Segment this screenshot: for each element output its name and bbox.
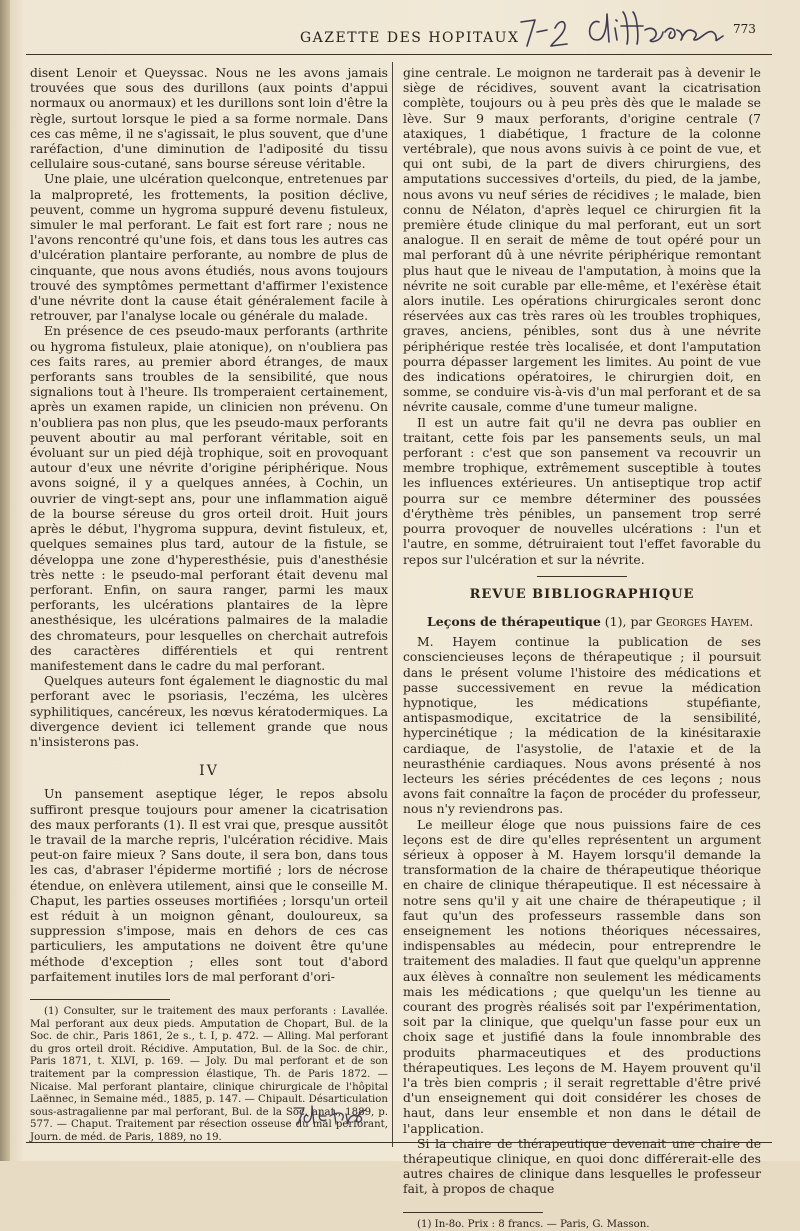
paragraph: gine centrale. Le moignon ne tarderait pas à devenir le siège de récidives, souvent avant la cicatrisation complète, toujours ou à peu près dès que le malade se lève. Sur 9 maux perforants, d'origine centrale (7 ataxiques, 1 diabétique, 1 fracture de la colonne vertébrale), que nous avons suivis à ce point de vue, et qui ont subi, de la part de divers chirurgiens, des amputations successives d'orteils, du pied, de la jambe, nous avons vu neuf séries de récidives ; le malade, bien connu de Nélaton, d'après lequel ce chirurgien fit la première étude clinique du mal perforant, eut un sort analogue. Il en serait de même de tout opéré pour un mal perforant dû à une névrite périphérique remontant plus haut que le niveau de l'amputation, à moins que la névrite ne soit curable par elle-même, et l'exérèse était alors inutile. Les opérations chirurgicales seront donc réservées aux cas très rares où les troubles trophiques, graves, anciens, pénibles, sont dus à une névrite périphérique restée très localisée, et dont l'amputation pourra dépasser largement les limites. Au point de vue des indications opératoires, le chirurgien doit, en somme, se conduire vis-à-vis d'un mal perforant et de sa névrite causale, comme d'une tumeur maligne.	[403, 66, 761, 415]
footnote: (1) In-8o. Prix : 8 francs. — Paris, G. Masson.	[417, 1218, 650, 1230]
paragraph: En présence de ces pseudo-maux perforants (arthrite ou hygroma fistuleux, plaie atonique), on n'oubliera pas ces faits rares, au premier abord étranges, de maux perforants sans troubles de la sensibilité, que nous signalions tout à l'heure. Ils tromperaient certainement, après un examen rapide, un clinicien non prévenu. On n'oubliera pas non plus, que les pseudo-maux perforants peuvent aboutir au mal perforant véritable, soit en évoluant sur un pied déjà trophique, soit en provoquant autour d'eux une névrite d'origine périphérique. Nous avons soigné, il y a quelques années, à Cochin, un ouvrier de vingt-sept ans, pour une inflammation aiguë de la bourse séreuse du gros orteil droit. Huit jours après le début, l'hygroma suppura, devint fistuleux, et, quelques semaines plus tard, autour de la fistule, se développa une zone d'hyperesthésie, puis d'anesthésie très nette : le pseudo-mal perforant était devenu mal perforant. Enfin, on saura ranger, parmi les maux perforants, les ulcérations plantaires de la lèpre anesthésique, les ulcérations palmaires de la maladie des chromateurs, pour lesquelles on cherchait autrefois des caractères différentiels et qui rentrent manifestement dans le cadre du mal perforant.	[30, 324, 388, 673]
column-divider	[392, 62, 393, 1147]
paragraph: Il est un autre fait qu'il ne devra pas oublier en traitant, cette fois par les pansements seuls, un mal perforant : c'est que son pansement va recouvrir un membre trophique, extrêmement susceptible à toutes les influences extérieures. Un antiseptique trop actif pourra sur ce membre déterminer des poussées d'érythème très pénibles, un pansement trop serré pourra provoquer de nouvelles ulcérations : l'un et l'autre, en somme, détruiraient tout l'effet favorable du repos sur l'ulcération et sur la névrite.	[403, 415, 761, 567]
running-head: GAZETTE DES HOPITAUX	[300, 30, 520, 46]
subsection-note: (1), par	[604, 613, 652, 629]
footnote-rule	[403, 1212, 543, 1213]
section-ornament	[403, 576, 761, 577]
paragraph: Une plaie, une ulcération quelconque, entretenues par la malpropreté, les frottements, la position déclive, peuvent, comme un hygroma suppuré devenu fistuleux, simuler le mal perforant. Le fait est fort rare ; nous ne l'avons rencontré qu'une fois, et dans tous les autres cas d'ulcération plantaire perforante, au nombre de plus de cinquante, que nous avons étudiés, nous avons toujours trouvé des symptômes permettant d'affirmer l'existence d'une névrite dont la cause était généralement facile à retrouver, par l'analyse locale ou générale du malade.	[30, 172, 388, 324]
right-column	[403, 66, 761, 1231]
paragraph: Un pansement aseptique léger, le repos absolu suffiront presque toujours pour amener la cicatrisation des maux perforants (1). Il est vrai que, presque aussitôt le travail de la marche repris, l'ulcération récidive. Mais peut-on faire mieux ? Sans doute, il sera bon, dans tous les cas, d'abraser l'épiderme mortifié ; lors de nécrose étendue, on enlèvera utilement, ainsi que le conseille M. Chaput, les parties osseuses mortifiées ; lorsqu'un orteil est réduit à un moignon gênant, douloureux, sa suppression s'impose, mais en dehors de ces cas particuliers, les amputations ne doivent être qu'une méthode d'exception ; elles sont tout d'abord parfaitement inutiles lors de mal perforant d'ori-	[30, 787, 388, 984]
binding-edge	[0, 0, 10, 1161]
footnote: (1) Consulter, sur le traitement des maux perforants : Lavallée. Mal perforant aux deux pieds. Amputation de Chopart, Bul. de la Soc. de chir., Paris 1861, 2e s., t. I, p. 472. — Alling. Mal perforant du gros orteil droit. Récidive. Amputation, Bul. de la Soc. de chir., Paris 1871, t. XLVI, p. 169. — Joly. Du mal perforant et de son traitement par la compression élastique, Th. de Paris 1872. — Nicaise. Mal perforant plantaire, clinique chirurgicale de l'hôpital Laënnec, in Semaine méd., 1885, p. 147. — Chipault. Désarticulation sous-astragalienne par mal perforant, Bul. de la Soc. anat., 1889, p. 577. — Chaput. Traitement par résection osseuse du mal perforant, Journ. de méd. de Paris, 1889, no 19.	[30, 1005, 388, 1143]
subsection-title	[427, 614, 761, 629]
paragraph: disent Lenoir et Queyssac. Nous ne les avons jamais trouvées que sous des durillons (aux points d'appui normaux ou anormaux) et les durillons sont loin d'être la règle, surtout lorsque le pied a sa forme normale. Dans ces cas même, il ne s'agissait, le plus souvent, que d'une raréfaction, d'une diminution de l'adiposité du tissu cellulaire sous-cutané, sans bourse séreuse véritable.	[30, 66, 388, 172]
paragraph: Quelques auteurs font également le diagnostic du mal perforant avec le psoriasis, l'eczéma, les ulcères syphilitiques, cancéreux, les nœvus kératodermiques. La divergence devient ici tellement grande que nous n'insisterons pas.	[30, 674, 388, 749]
paragraph: Si la chaire de thérapeutique devenait une chaire de thérapeutique clinique, en quoi donc différerait-elle des autres chaires de clinique dans lesquelles le professeur fait, à propos de chaque	[403, 1136, 761, 1197]
page-number: 773	[733, 22, 756, 36]
ornament-rule	[537, 576, 627, 577]
paragraph: M. Hayem continue la publication de ses consciencieuses leçons de thérapeutique ; il poursuit dans le présent volume l'histoire des médications et passe successivement en revue la médication hypnotique, les médications stupéfiante, antispasmodique, excitatrice de la sensibilité, hypercinétique ; la médication de la kinésitaraxie cardiaque, de l'asystolie, de l'ataxie et de la neurasthénie cardiaques. Nous avons présenté à nos lecteurs les séries précédentes de ces leçons ; nous avons fait connaître la façon de procéder du professeur, nous n'y reviendrons pas.	[403, 635, 761, 817]
handwritten-annotation-top	[515, 6, 730, 50]
footnote-rule	[30, 999, 170, 1000]
left-column	[30, 66, 388, 1145]
top-rule	[26, 54, 772, 55]
section-title: REVUE BIBLIOGRAPHIQUE	[469, 586, 695, 602]
handwritten-annotation-bottom	[290, 1102, 370, 1128]
bottom-rule	[26, 1142, 772, 1143]
paragraph: Le meilleur éloge que nous puissions faire de ces leçons est de dire qu'elles représentent un argument sérieux à opposer à M. Hayem lorsqu'il demande la transformation de la chaire de thérapeutique théorique en chaire de clinique thérapeutique. Il est nécessaire à notre sens qu'il y ait une chaire de thérapeutique ; il faut qu'un des professeurs rassemble dans son enseignement les notions théoriques nécessaires, indispensables au médecin, pour entreprendre le traitement des maladies. Il faut que quelqu'un apprenne aux élèves à connaître non seulement les médicaments mais les médications ; que quelqu'un les tienne au courant des progrès réalisés soit par l'expérimentation, soit par la clinique, que quelqu'un fasse pour eux un choix sage et justifié dans la foule innombrable des produits pharmaceutiques et des productions thérapeutiques. Les leçons de M. Hayem prouvent qu'il l'a très bien compris ; il serait regrettable d'être privé d'un enseignement qui doit considérer les choses de haut, dans leur ensemble et non dans le détail de l'application.	[403, 817, 761, 1136]
subsection-author: Georges Hayem.	[655, 613, 754, 629]
section-numeral: IV	[199, 763, 219, 780]
subsection-title-text: Leçons de thérapeutique	[427, 613, 601, 629]
